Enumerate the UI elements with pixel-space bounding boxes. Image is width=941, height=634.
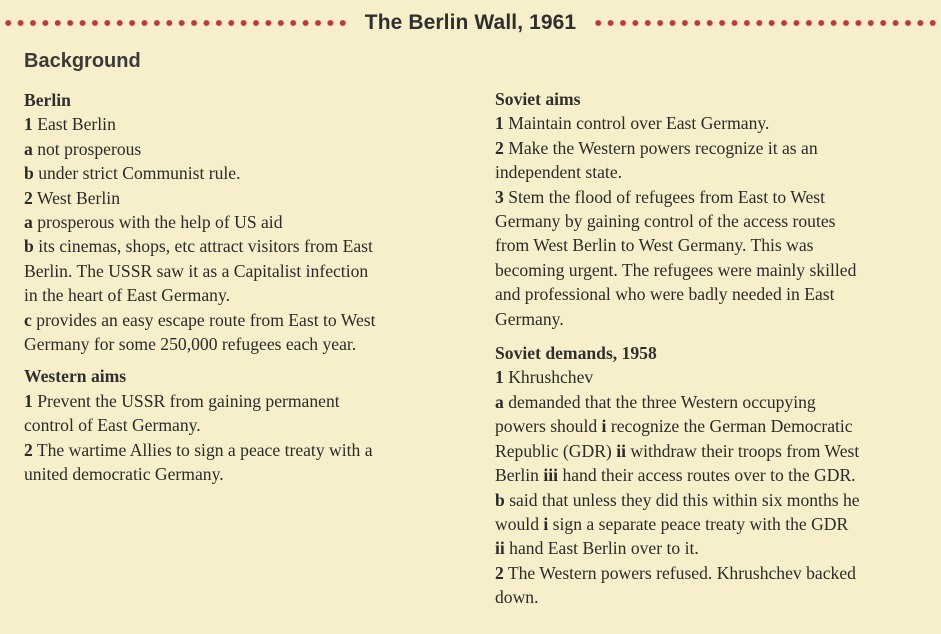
list-item-continuation	[495, 536, 925, 560]
list-item	[24, 161, 464, 185]
list-item-continuation: control of East Germany.	[24, 415, 201, 436]
text-fragment: 2	[24, 439, 33, 460]
text-fragment: demanded that the three Western occupying	[503, 391, 816, 412]
text-fragment: recognize the German Democratic	[606, 416, 853, 437]
list-item	[24, 137, 464, 161]
list-item	[495, 561, 925, 585]
text-fragment: 2	[495, 137, 504, 158]
western-aims-heading: Western aims	[24, 366, 127, 387]
text-fragment: would	[495, 513, 544, 534]
western-aims-section	[24, 364, 464, 486]
text-fragment: 3	[495, 186, 504, 207]
text-fragment: not prosperous	[32, 138, 142, 159]
list-item-continuation	[495, 439, 925, 463]
list-item	[24, 308, 464, 332]
soviet-demands-heading: Soviet demands, 1958	[495, 343, 657, 364]
list-item-continuation	[495, 512, 925, 536]
list-item	[495, 185, 925, 209]
text-fragment: i	[601, 416, 607, 437]
text-fragment: 1	[24, 390, 33, 411]
text-fragment: 1	[495, 367, 504, 388]
decorative-dots-right	[590, 18, 941, 28]
list-item	[24, 186, 464, 210]
list-item	[495, 111, 925, 135]
text-fragment: Prevent the USSR from gaining permanent	[32, 390, 340, 411]
text-fragment: provides an easy escape route from East to West	[31, 309, 376, 330]
text-fragment: its cinemas, shops, etc attract visitors from East	[33, 236, 373, 257]
text-fragment: powers should	[495, 416, 602, 437]
list-item-continuation: and professional who were badly needed in East	[495, 284, 835, 305]
text-fragment: Republic (GDR)	[495, 440, 617, 461]
text-fragment: prosperous with the help of US aid	[32, 212, 283, 233]
text-fragment: 1	[24, 114, 33, 135]
list-item-continuation	[495, 463, 925, 487]
list-item	[495, 390, 925, 414]
page-title: The Berlin Wall, 1961	[364, 11, 577, 34]
soviet-demands-section	[495, 341, 925, 609]
text-fragment: Make the Western powers recognize it as an	[503, 137, 818, 158]
left-column	[24, 88, 464, 487]
list-item	[24, 438, 464, 462]
list-item-continuation: Germany for some 250,000 refugees each year.	[24, 334, 357, 355]
list-item	[495, 136, 925, 160]
list-item	[24, 112, 464, 136]
text-fragment: 2	[495, 562, 504, 583]
list-item	[24, 389, 464, 413]
text-fragment: The wartime Allies to sign a peace treaty with a	[32, 439, 373, 460]
berlin-heading: Berlin	[24, 90, 71, 110]
soviet-aims-section	[495, 87, 925, 331]
list-item-continuation: Berlin. The USSR saw it as a Capitalist infection	[24, 260, 369, 281]
text-fragment: The Western powers refused. Khrushchev backed	[503, 562, 856, 583]
right-column	[495, 87, 925, 610]
text-fragment: East Berlin	[32, 114, 116, 135]
list-item	[24, 234, 464, 258]
text-fragment: Khrushchev	[503, 367, 594, 388]
text-fragment: 2	[24, 187, 33, 208]
text-fragment: a	[24, 212, 33, 233]
list-item-continuation: becoming urgent. The refugees were mainly skilled	[495, 259, 857, 280]
text-fragment: i	[543, 513, 549, 534]
background-heading: Background	[24, 50, 141, 72]
text-fragment: under strict Communist rule.	[33, 163, 241, 184]
text-fragment: iii	[543, 465, 559, 486]
list-item	[495, 488, 925, 512]
text-fragment: 1	[495, 113, 504, 134]
text-fragment: Stem the flood of refugees from East to West	[503, 186, 826, 207]
list-item-continuation: independent state.	[495, 162, 623, 183]
text-fragment: Maintain control over East Germany.	[503, 113, 770, 134]
list-item-continuation: in the heart of East Germany.	[24, 285, 230, 306]
list-item-continuation: from West Berlin to West Germany. This was	[495, 235, 814, 256]
text-fragment: ii	[495, 538, 505, 559]
title-bar	[0, 6, 941, 40]
text-fragment: b	[24, 163, 34, 184]
list-item-continuation	[495, 414, 925, 438]
text-fragment: withdraw their troops from West	[625, 440, 860, 461]
list-item-continuation: Germany by gaining control of the access routes	[495, 211, 836, 232]
list-item-continuation: down.	[495, 587, 539, 608]
text-fragment: sign a separate peace treaty with the GDR	[548, 513, 849, 534]
text-fragment: b	[495, 489, 505, 510]
soviet-aims-heading: Soviet aims	[495, 89, 581, 109]
decorative-dots-left	[0, 18, 351, 28]
text-fragment: c	[24, 309, 32, 330]
berlin-section	[24, 88, 464, 356]
text-fragment: a	[24, 138, 33, 159]
text-fragment: Berlin	[495, 465, 544, 486]
text-fragment: a	[495, 391, 504, 412]
text-fragment: said that unless they did this within six months he	[504, 489, 860, 510]
list-item-continuation: united democratic Germany.	[24, 464, 224, 485]
text-fragment: hand East Berlin over to it.	[504, 538, 699, 559]
text-fragment: b	[24, 236, 34, 257]
list-item-continuation: Germany.	[495, 308, 564, 329]
list-item	[495, 365, 925, 389]
text-fragment: ii	[616, 440, 626, 461]
text-fragment: West Berlin	[32, 187, 120, 208]
list-item	[24, 210, 464, 234]
text-fragment: hand their access routes over to the GDR.	[558, 465, 856, 486]
